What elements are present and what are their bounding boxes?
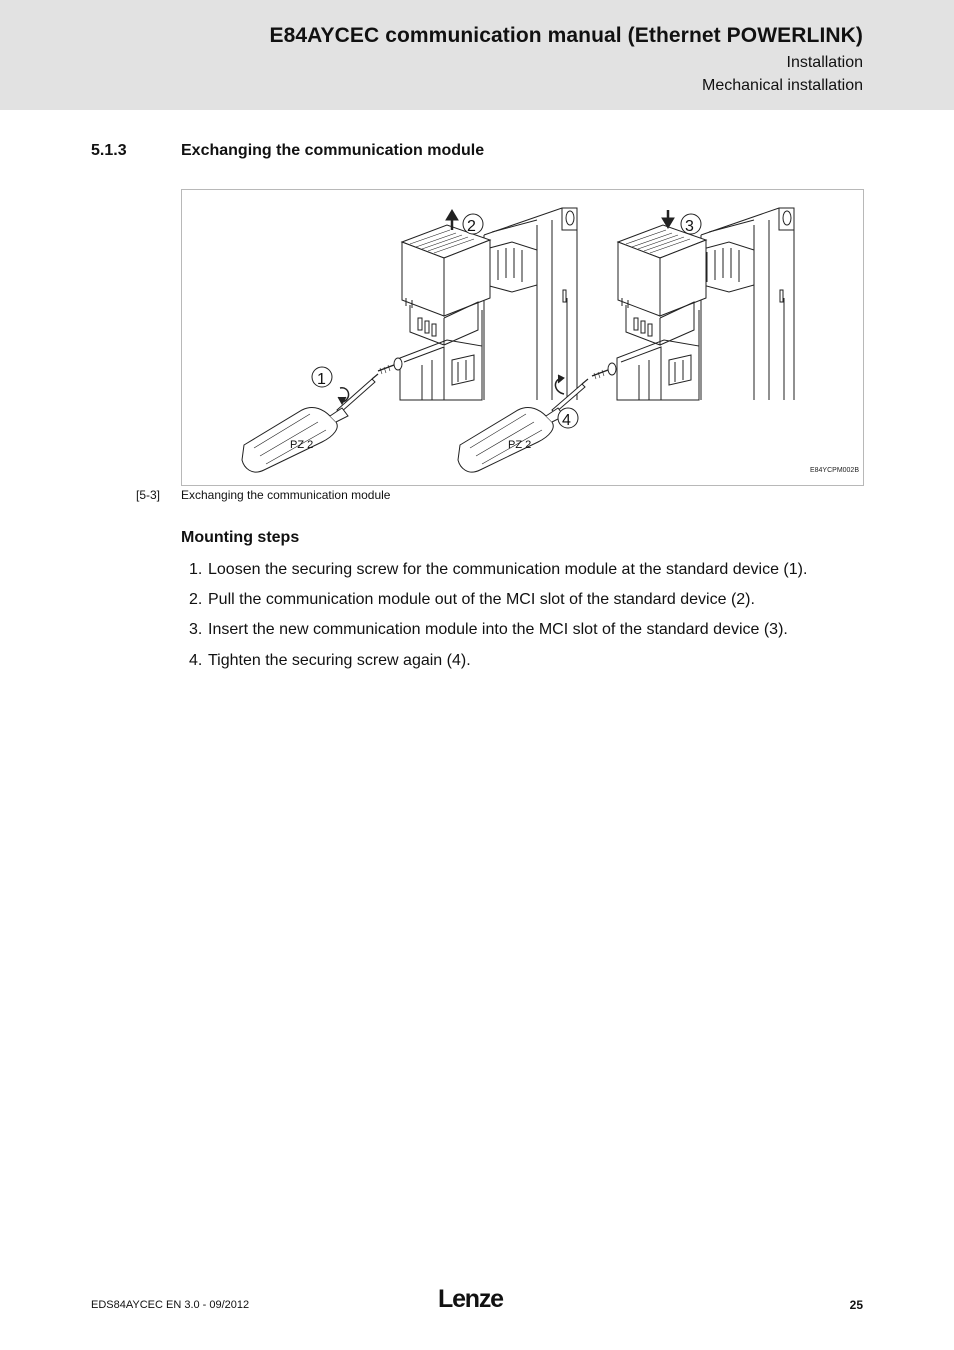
step-text: Pull the communication module out of the MCI slot of the standard device (2). bbox=[208, 591, 755, 608]
screw-icon bbox=[378, 358, 402, 374]
list-item bbox=[189, 591, 807, 621]
document-id: EDS84AYCEC EN 3.0 - 09/2012 bbox=[91, 1299, 250, 1311]
figure-caption-number: [5-3] bbox=[136, 488, 161, 502]
breadcrumb-chapter: Installation bbox=[786, 54, 863, 71]
screwdriver-left-icon bbox=[242, 374, 378, 472]
page-header bbox=[0, 0, 954, 110]
document-title: E84AYCEC communication manual (Ethernet POWERLINK) bbox=[269, 24, 863, 47]
communication-module-right bbox=[618, 225, 706, 345]
section-title: Exchanging the communication module bbox=[181, 142, 485, 159]
step-3-label: 3 bbox=[685, 218, 694, 235]
mounting-steps-title: Mounting steps bbox=[181, 529, 300, 546]
lenze-logo bbox=[438, 1286, 516, 1312]
tool-label-left: PZ 2 bbox=[290, 439, 314, 451]
page-number: 25 bbox=[849, 1298, 863, 1312]
figure-caption: Exchanging the communication module bbox=[181, 488, 391, 502]
step-number: 2. bbox=[189, 591, 203, 608]
step-text: Insert the new communication module into the MCI slot of the standard device (3). bbox=[208, 621, 788, 638]
figure-code: E84YCPM002B bbox=[809, 467, 859, 474]
tool-label-right: PZ 2 bbox=[508, 439, 532, 451]
list-item bbox=[189, 652, 807, 682]
list-item bbox=[189, 561, 807, 591]
communication-module-left bbox=[402, 225, 490, 345]
step-number: 3. bbox=[189, 621, 203, 638]
screw-icon bbox=[592, 363, 616, 379]
logo-wordmark: Lenze bbox=[438, 1286, 503, 1312]
step-1-label: 1 bbox=[317, 371, 326, 388]
step-text: Loosen the securing screw for the communication module at the standard device (1). bbox=[208, 561, 808, 578]
step-text: Tighten the securing screw again (4). bbox=[208, 652, 471, 669]
section-number: 5.1.3 bbox=[91, 142, 127, 159]
exchange-module-illustration bbox=[182, 190, 863, 485]
step-number: 4. bbox=[189, 652, 203, 669]
step-4-label: 4 bbox=[562, 412, 571, 429]
step-2-label: 2 bbox=[467, 218, 476, 235]
list-item bbox=[189, 621, 807, 651]
breadcrumb-section: Mechanical installation bbox=[702, 77, 863, 94]
exchange-module-figure bbox=[181, 189, 864, 486]
mounting-steps-list bbox=[189, 561, 807, 682]
step-number: 1. bbox=[189, 561, 203, 578]
